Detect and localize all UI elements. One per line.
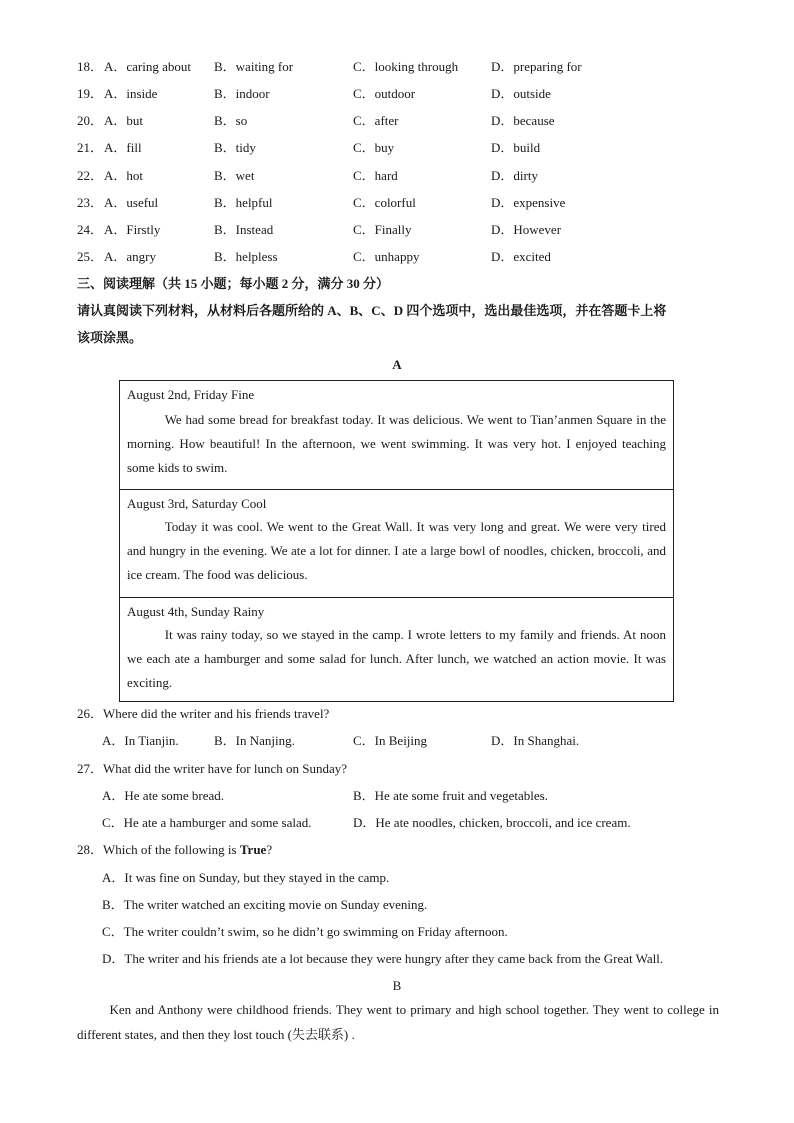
passage-b-label: B <box>392 978 402 993</box>
q27-stem: 27．What did the writer have for lunch on Sunday? <box>77 761 348 776</box>
q23-option-a: A．useful <box>104 195 159 210</box>
q20-option-c: C．after <box>353 113 399 128</box>
q19-option-d: D．outside <box>491 86 551 101</box>
diary-entry-2-body: Today it was cool. We went to the Great Wall. It was very long and great. We were very tired and hungry in the evening. We ate a lot for dinner. I ate a large bowl of noodles, chicken, broccoli, and ice cream. The food was delicious. <box>127 519 666 582</box>
diary-entry-3 <box>120 597 673 701</box>
section-instruction-line2: 该项涂黑。 <box>77 330 143 345</box>
q24-number: 24． <box>77 222 104 237</box>
q28-stem-bold: True <box>239 842 267 857</box>
diary-entry-2-head: August 3rd, Saturday Cool <box>127 496 267 511</box>
q28-option-b: B．The writer watched an exciting movie on Sunday evening. <box>102 897 428 912</box>
q21-option-a: A．fill <box>104 140 142 155</box>
q23-option-b: B．helpful <box>214 195 273 210</box>
q23-option-c: C．colorful <box>353 195 416 210</box>
q19-option-c: C．outdoor <box>353 86 416 101</box>
q18-option-a: A．caring about <box>104 59 192 74</box>
passage-a-label: A <box>392 357 402 372</box>
q24-option-c: C．Finally <box>353 222 412 237</box>
q22-option-a: A．hot <box>104 168 144 183</box>
diary-entry-3-body: It was rainy today, so we stayed in the camp. I wrote letters to my family and friends. At noon we each ate a hamburger and some salad for lunch. After lunch, we watched an action movie. It was exciting. <box>127 627 666 690</box>
q25-option-b: B．helpless <box>214 249 278 264</box>
q25-option-c: C．unhappy <box>353 249 420 264</box>
q27-option-c: C．He ate a hamburger and some salad. <box>102 815 312 830</box>
q18-option-b: B．waiting for <box>214 59 294 74</box>
diary-entry-2 <box>120 489 673 597</box>
q26-stem: 26．Where did the writer and his friends travel? <box>77 706 330 721</box>
q25-number: 25． <box>77 249 104 264</box>
q19-option-a: A．inside <box>104 86 158 101</box>
section-title: 三、阅读理解（共 15 小题；每小题 2 分，满分 30 分） <box>77 276 390 291</box>
q18-option-c: C．looking through <box>353 59 459 74</box>
q22-option-b: B．wet <box>214 168 255 183</box>
q20-option-d: D．because <box>491 113 555 128</box>
q18-number: 18． <box>77 59 104 74</box>
q18-option-d: D．preparing for <box>491 59 582 74</box>
q26-option-d: D．In Shanghai. <box>491 733 580 748</box>
q27-option-b: B．He ate some fruit and vegetables. <box>353 788 548 803</box>
q19-option-b: B．indoor <box>214 86 270 101</box>
q21-number: 21． <box>77 140 104 155</box>
q25-option-d: D．excited <box>491 249 551 264</box>
q24-option-d: D．However <box>491 222 562 237</box>
q21-option-b: B．tidy <box>214 140 256 155</box>
q24-option-b: B．Instead <box>214 222 274 237</box>
q20-number: 20． <box>77 113 104 128</box>
q23-number: 23． <box>77 195 104 210</box>
diary-entry-1-body: We had some bread for breakfast today. It was delicious. We went to Tian’anmen Square in the morning. How beautiful! In the afternoon, we went swimming. It was very hot. I enjoyed teaching some kids to swim. <box>127 412 666 475</box>
q22-option-c: C．hard <box>353 168 398 183</box>
q19-number: 19． <box>77 86 104 101</box>
q21-option-d: D．build <box>491 140 541 155</box>
q26-option-c: C．In Beijing <box>353 733 428 748</box>
q26-option-a: A．In Tianjin. <box>102 733 179 748</box>
q28-option-d: D．The writer and his friends ate a lot because they were hungry after they came back from the Great Wall. <box>102 951 664 966</box>
diary-entry-1-head: August 2nd, Friday Fine <box>127 387 255 402</box>
q20-option-a: A．but <box>104 113 144 128</box>
q26-option-b: B．In Nanjing. <box>214 733 295 748</box>
q28-option-a: A．It was fine on Sunday, but they stayed in the camp. <box>102 870 390 885</box>
section-instruction-line1: 请认真阅读下列材料，从材料后各题所给的 A、B、C、D 四个选项中，选出最佳选项，并在答题卡上将 <box>77 303 667 318</box>
q27-option-a: A．He ate some bread. <box>102 788 225 803</box>
q27-option-d: D．He ate noodles, chicken, broccoli, and ice cream. <box>353 815 631 830</box>
q28-stem: 28．Which of the following is True? <box>77 842 273 857</box>
q25-option-a: A．angry <box>104 249 156 264</box>
q28-option-c: C．The writer couldn’t swim, so he didn’t go swimming on Friday afternoon. <box>102 924 508 939</box>
diary-entry-3-head: August 4th, Sunday Rainy <box>127 604 265 619</box>
q23-option-d: D．expensive <box>491 195 566 210</box>
q21-option-c: C．buy <box>353 140 395 155</box>
q22-number: 22． <box>77 168 104 183</box>
diary-entry-1 <box>120 381 673 489</box>
passage-b-text: Ken and Anthony were childhood friends. They went to primary and high school together. They went to college in different states, and then they lost touch (失去联系) . <box>77 1002 719 1042</box>
diary-box <box>119 380 674 702</box>
q22-option-d: D．dirty <box>491 168 538 183</box>
q20-option-b: B．so <box>214 113 248 128</box>
q24-option-a: A．Firstly <box>104 222 161 237</box>
